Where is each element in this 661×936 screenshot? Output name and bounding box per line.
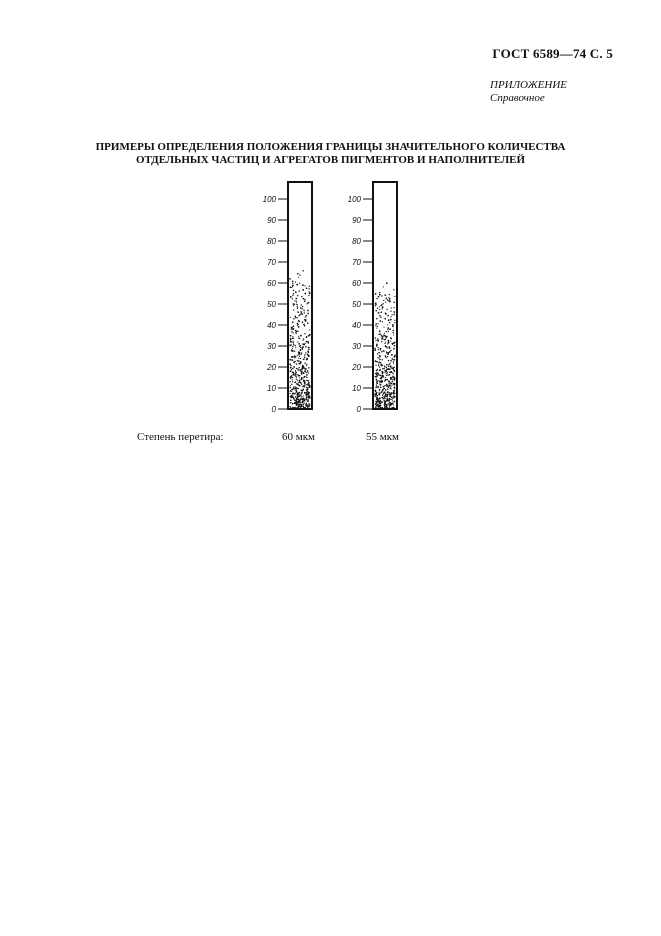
scale-label: 100 <box>262 195 276 204</box>
scale-label: 100 <box>347 195 361 204</box>
scale-label: 20 <box>267 363 276 372</box>
scale-label: 50 <box>352 300 361 309</box>
gauge-caption-55: 55 мкм <box>366 431 400 443</box>
gauge-caption-60: 60 мкм <box>282 431 316 443</box>
fineness-label: Степень перетира: <box>137 431 224 443</box>
scale-label: 40 <box>267 321 276 330</box>
scale-label: 50 <box>267 300 276 309</box>
scale-label: 60 <box>267 279 276 288</box>
scale-label: 40 <box>352 321 361 330</box>
scale-label: 70 <box>267 258 276 267</box>
scale-label: 10 <box>352 384 361 393</box>
gauge-55 <box>348 182 397 414</box>
scale-label: 10 <box>267 384 276 393</box>
scale-label: 30 <box>352 342 361 351</box>
title-line-1: ПРИМЕРЫ ОПРЕДЕЛЕНИЯ ПОЛОЖЕНИЯ ГРАНИЦЫ ЗНАЧИТЕЛЬНОГО КОЛИЧЕСТВА <box>95 141 566 153</box>
scale-label: 80 <box>352 237 361 246</box>
appendix-label: ПРИЛОЖЕНИЕ <box>490 79 567 91</box>
scale-label: 80 <box>267 237 276 246</box>
document-header: ГОСТ 6589—74 С. 5 <box>492 46 613 61</box>
gauge-60 <box>263 182 312 414</box>
scale-label: 0 <box>356 405 361 414</box>
scale-label: 90 <box>267 216 276 225</box>
title-line-2: ОТДЕЛЬНЫХ ЧАСТИЦ И АГРЕГАТОВ ПИГМЕНТОВ И НАПОЛНИТЕЛЕЙ <box>135 154 526 166</box>
scale-label: 60 <box>352 279 361 288</box>
appendix-type: Справочное <box>490 92 545 104</box>
scale-label: 30 <box>267 342 276 351</box>
scale-label: 90 <box>352 216 361 225</box>
scale-label: 0 <box>271 405 276 414</box>
scale-label: 20 <box>352 363 361 372</box>
scale-label: 70 <box>352 258 361 267</box>
